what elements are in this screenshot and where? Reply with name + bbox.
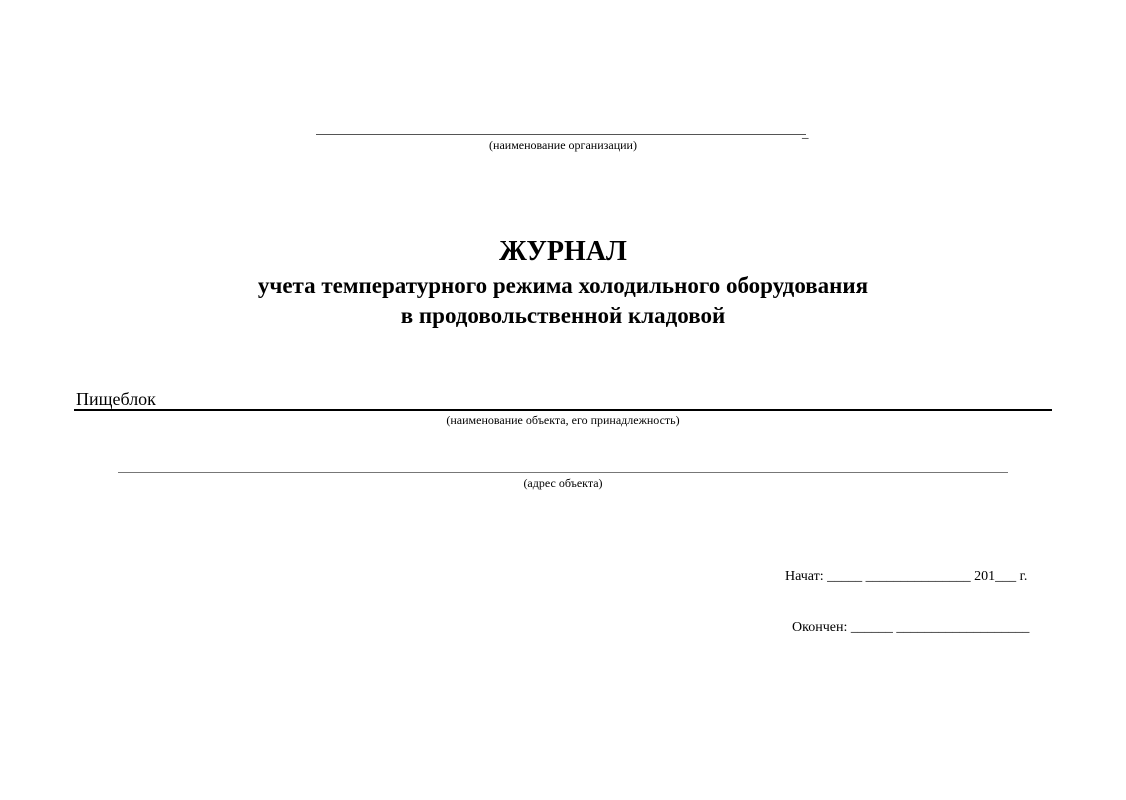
object-name-line — [74, 409, 1052, 411]
object-name-value: Пищеблок — [76, 389, 156, 409]
object-caption: (наименование объекта, его принадлежность) — [446, 413, 680, 427]
journal-subtitle-line-2: в продовольственной кладовой — [400, 303, 726, 328]
end-date-field: Окончен: ______ ___________________ — [792, 620, 1030, 635]
organization-caption: (наименование организации) — [489, 138, 637, 152]
organization-line-dash: _ — [802, 125, 809, 140]
journal-title: ЖУРНАЛ — [499, 236, 627, 267]
address-line — [118, 472, 1008, 473]
address-caption: (адрес объекта) — [523, 476, 603, 490]
journal-subtitle-line-1: учета температурного режима холодильного оборудования — [257, 273, 869, 298]
start-date-field: Начат: _____ _______________ 201___ г. — [785, 569, 1028, 584]
organization-name-line — [316, 134, 806, 135]
